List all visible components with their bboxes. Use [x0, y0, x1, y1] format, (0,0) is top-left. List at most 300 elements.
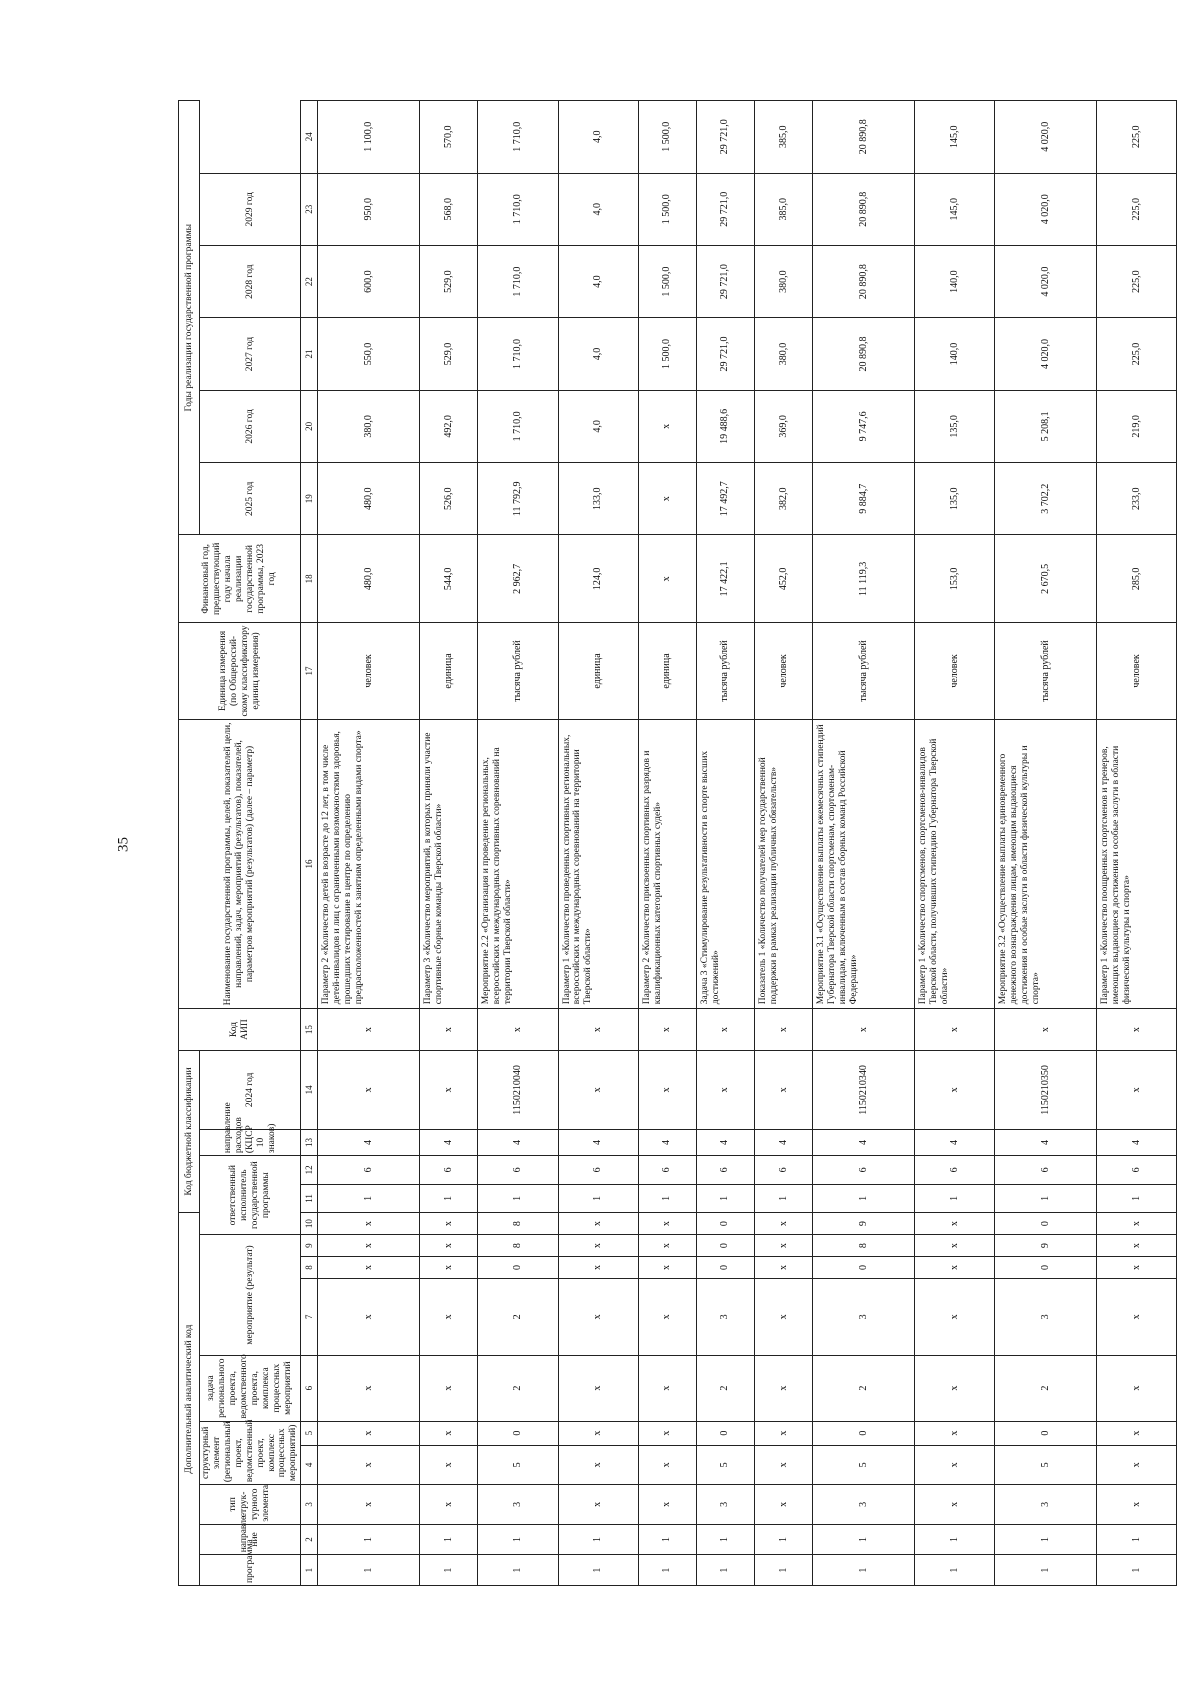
value-cell: 526,0 — [420, 463, 478, 535]
value-cell: 382,0 — [754, 463, 812, 535]
code-cell: x — [638, 1278, 696, 1355]
header-fin-prev: Финансовый год, предшествующий году начала реализации государственной программы, 2023 год — [179, 535, 301, 623]
value-cell: 140,0 — [914, 318, 994, 390]
code-cell: 1 — [318, 1524, 420, 1555]
code-cell: x — [1097, 1009, 1177, 1051]
header-task: задача регионального проекта, ведомственного проекта, комплекса процессных мероприятий — [200, 1355, 301, 1421]
code-cell: x — [914, 1257, 994, 1279]
value-cell: 233,0 — [1097, 463, 1177, 535]
code-cell: 6 — [812, 1156, 914, 1185]
value-cell: 29 721,0 — [696, 101, 754, 174]
code-cell: 4 — [478, 1129, 558, 1155]
value-cell: 135,0 — [914, 390, 994, 462]
column-number: 6 — [301, 1355, 318, 1421]
code-cell: x — [638, 1213, 696, 1235]
column-number: 12 — [301, 1156, 318, 1185]
code-cell: 0 — [696, 1421, 754, 1445]
row-unit: человек — [914, 623, 994, 720]
code-cell: x — [754, 1009, 812, 1051]
code-cell: 6 — [420, 1156, 478, 1185]
code-cell: x — [638, 1421, 696, 1445]
code-cell: x — [638, 1355, 696, 1421]
code-cell: 3 — [696, 1278, 754, 1355]
column-number: 13 — [301, 1129, 318, 1155]
column-number: 16 — [301, 719, 318, 1009]
value-cell: 950,0 — [318, 173, 420, 245]
value-cell: 225,0 — [1097, 101, 1177, 174]
column-number: 17 — [301, 623, 318, 720]
value-cell: 2 962,7 — [478, 535, 558, 623]
value-cell: 1 500,0 — [638, 318, 696, 390]
code-cell: 1 — [638, 1524, 696, 1555]
code-cell: x — [558, 1213, 638, 1235]
table-row — [696, 101, 754, 1586]
code-cell: x — [1097, 1445, 1177, 1484]
code-cell: 1 — [1097, 1524, 1177, 1555]
code-cell: x — [914, 1213, 994, 1235]
value-cell: 4,0 — [558, 245, 638, 317]
code-cell: x — [318, 1235, 420, 1257]
code-cell: 0 — [696, 1257, 754, 1279]
code-cell: x — [420, 1213, 478, 1235]
code-cell: x — [558, 1009, 638, 1051]
code-cell: x — [318, 1485, 420, 1524]
value-cell: 1 710,0 — [478, 390, 558, 462]
code-cell: 1 — [638, 1555, 696, 1586]
code-cell: 0 — [696, 1235, 754, 1257]
code-cell: x — [1097, 1278, 1177, 1355]
value-cell: 124,0 — [558, 535, 638, 623]
row-name: Параметр 3 «Количество мероприятий, в которых приняли участие спортивные сборные команды Тверской области» — [420, 719, 478, 1009]
value-cell: 380,0 — [318, 390, 420, 462]
code-cell: 2 — [812, 1355, 914, 1421]
code-cell: x — [558, 1445, 638, 1484]
value-cell: 135,0 — [914, 463, 994, 535]
code-cell: x — [420, 1050, 478, 1129]
column-number: 2 — [301, 1524, 318, 1555]
header-direction: направле-ние — [200, 1524, 301, 1555]
table-body — [318, 101, 1177, 1586]
value-cell: 480,0 — [318, 463, 420, 535]
value-cell: 145,0 — [914, 173, 994, 245]
code-cell: x — [420, 1235, 478, 1257]
code-cell: 1 — [995, 1524, 1097, 1555]
header-year-2026: 2026 год — [200, 390, 301, 462]
code-cell: x — [914, 1009, 994, 1051]
code-cell: 3 — [812, 1485, 914, 1524]
header-year-2029: 2029 год — [200, 173, 301, 245]
value-cell: 380,0 — [754, 318, 812, 390]
row-unit: единица — [558, 623, 638, 720]
rotated-table-wrapper — [178, 100, 1142, 1586]
value-cell: 1 710,0 — [478, 101, 558, 174]
code-cell: x — [1097, 1485, 1177, 1524]
code-cell: 1 — [696, 1524, 754, 1555]
code-cell: 6 — [558, 1156, 638, 1185]
code-cell: x — [638, 1257, 696, 1279]
code-cell: x — [995, 1009, 1097, 1051]
column-number: 8 — [301, 1257, 318, 1279]
table-row — [318, 101, 420, 1586]
program-table — [178, 100, 1177, 1586]
column-number: 19 — [301, 463, 318, 535]
code-cell: 6 — [914, 1156, 994, 1185]
code-cell: 4 — [995, 1129, 1097, 1155]
code-cell: 1 — [420, 1555, 478, 1586]
code-cell: x — [914, 1278, 994, 1355]
value-cell: 570,0 — [420, 101, 478, 174]
code-cell: x — [638, 1009, 696, 1051]
value-cell: 492,0 — [420, 390, 478, 462]
value-cell: 4 020,0 — [995, 173, 1097, 245]
code-cell: 1 — [558, 1555, 638, 1586]
row-unit: тысяча рублей — [812, 623, 914, 720]
code-cell: 0 — [812, 1421, 914, 1445]
column-number: 5 — [301, 1421, 318, 1445]
code-cell: 0 — [696, 1213, 754, 1235]
code-cell: 1 — [420, 1184, 478, 1213]
code-cell: x — [318, 1278, 420, 1355]
code-cell: x — [1097, 1257, 1177, 1279]
value-cell: 529,0 — [420, 245, 478, 317]
code-cell: 5 — [696, 1445, 754, 1484]
code-cell: x — [420, 1355, 478, 1421]
value-cell: 19 488,6 — [696, 390, 754, 462]
code-cell: x — [318, 1213, 420, 1235]
header-dop-code: Дополнительный аналитический код — [179, 1213, 200, 1586]
code-cell: x — [754, 1445, 812, 1484]
code-cell: x — [914, 1421, 994, 1445]
column-number: 24 — [301, 101, 318, 174]
value-cell: 529,0 — [420, 318, 478, 390]
code-cell: 4 — [914, 1129, 994, 1155]
value-cell: 544,0 — [420, 535, 478, 623]
code-cell: 0 — [478, 1421, 558, 1445]
value-cell: 145,0 — [914, 101, 994, 174]
header-name: Наименование государственной программы, целей, показателей цели, направлений, задач, мероприятий (результатов), показателей, параметров мероприятий (результатов) (далее – параметр) — [179, 719, 301, 1009]
value-cell: 385,0 — [754, 101, 812, 174]
code-cell: 4 — [638, 1129, 696, 1155]
code-cell: 6 — [318, 1156, 420, 1185]
code-cell: 5 — [995, 1445, 1097, 1484]
header-unit: Единица измерения (по Общероссий-скому классификатору единиц измерения) — [179, 623, 301, 720]
value-cell: 4,0 — [558, 318, 638, 390]
value-cell: 1 500,0 — [638, 173, 696, 245]
code-cell: x — [318, 1257, 420, 1279]
value-cell: 1 710,0 — [478, 318, 558, 390]
column-number: 20 — [301, 390, 318, 462]
value-cell: 140,0 — [914, 245, 994, 317]
code-cell: x — [1097, 1421, 1177, 1445]
code-cell: 1 — [914, 1524, 994, 1555]
column-number: 10 — [301, 1213, 318, 1235]
value-cell: 550,0 — [318, 318, 420, 390]
code-cell: 6 — [995, 1156, 1097, 1185]
code-cell: x — [558, 1050, 638, 1129]
value-cell: 225,0 — [1097, 173, 1177, 245]
value-cell: 285,0 — [1097, 535, 1177, 623]
row-name: Мероприятие 2.2 «Организация и проведение региональных, всероссийских и международных спортивных соревнований на территории Тверской области» — [478, 719, 558, 1009]
code-cell: 2 — [478, 1278, 558, 1355]
code-cell: x — [1097, 1213, 1177, 1235]
table-row — [1097, 101, 1177, 1586]
code-cell: x — [420, 1445, 478, 1484]
value-cell: x — [638, 535, 696, 623]
row-unit: единица — [638, 623, 696, 720]
code-cell: x — [478, 1009, 558, 1051]
code-cell: 1 — [558, 1524, 638, 1555]
code-cell: x — [318, 1421, 420, 1445]
code-cell: 1 — [1097, 1555, 1177, 1586]
value-cell: 20 890,8 — [812, 173, 914, 245]
code-cell: x — [558, 1235, 638, 1257]
value-cell: 4,0 — [558, 390, 638, 462]
code-cell: x — [1097, 1050, 1177, 1129]
code-cell: x — [318, 1050, 420, 1129]
value-cell: 29 721,0 — [696, 318, 754, 390]
code-cell: x — [914, 1445, 994, 1484]
column-number: 14 — [301, 1050, 318, 1129]
code-cell: x — [420, 1009, 478, 1051]
value-cell: 225,0 — [1097, 245, 1177, 317]
value-cell: 4 020,0 — [995, 245, 1097, 317]
header-event: мероприятие (результат) — [200, 1235, 301, 1356]
code-cell: 2 — [995, 1355, 1097, 1421]
header-budget-code: Код бюджетной классификации — [179, 1050, 200, 1212]
row-name: Параметр 1 «Количество поощренных спортсменов и тренеров, имеющих выдающиеся достижения и особые заслуги в области физической культуры и спорта» — [1097, 719, 1177, 1009]
code-cell: 6 — [754, 1156, 812, 1185]
code-cell: x — [318, 1009, 420, 1051]
code-cell: 4 — [420, 1129, 478, 1155]
value-cell: 3 702,2 — [995, 463, 1097, 535]
code-cell: x — [1097, 1235, 1177, 1257]
code-cell: 9 — [812, 1213, 914, 1235]
value-cell: 9 884,7 — [812, 463, 914, 535]
code-cell: 0 — [995, 1257, 1097, 1279]
code-cell: 1 — [914, 1555, 994, 1586]
table-row — [812, 101, 914, 1586]
header-program: программа — [200, 1555, 301, 1586]
code-cell: x — [638, 1445, 696, 1484]
code-cell: 1 — [754, 1555, 812, 1586]
table-row — [478, 101, 558, 1586]
code-cell: x — [420, 1485, 478, 1524]
code-cell: x — [914, 1355, 994, 1421]
row-name: Параметр 1 «Количество проведенных спортивных региональных, всероссийских и международных соревнований на территории Тверской области» — [558, 719, 638, 1009]
code-cell: 1150210350 — [995, 1050, 1097, 1129]
code-cell: x — [420, 1421, 478, 1445]
column-number: 23 — [301, 173, 318, 245]
code-cell: x — [754, 1485, 812, 1524]
code-cell: 1 — [478, 1555, 558, 1586]
value-cell: 385,0 — [754, 173, 812, 245]
code-cell: 2 — [696, 1355, 754, 1421]
code-cell: x — [914, 1235, 994, 1257]
code-cell: 0 — [995, 1213, 1097, 1235]
code-cell: 8 — [478, 1213, 558, 1235]
row-unit: единица — [420, 623, 478, 720]
page-number: 35 — [115, 837, 132, 852]
value-cell: 5 208,1 — [995, 390, 1097, 462]
header-executor: ответственный исполнитель государственной программы — [200, 1156, 301, 1235]
code-cell: 1 — [318, 1555, 420, 1586]
code-cell: 1 — [754, 1524, 812, 1555]
code-cell: 4 — [754, 1129, 812, 1155]
value-cell: 11 119,3 — [812, 535, 914, 623]
code-cell: x — [558, 1355, 638, 1421]
row-name: Показатель 1 «Количество получателей мер государственной поддержки в рамках реализации публичных обязательств» — [754, 719, 812, 1009]
code-cell: 1 — [638, 1184, 696, 1213]
table-row — [420, 101, 478, 1586]
value-cell: 369,0 — [754, 390, 812, 462]
column-number: 15 — [301, 1009, 318, 1051]
column-number: 22 — [301, 245, 318, 317]
row-unit: тысяча рублей — [478, 623, 558, 720]
row-unit: человек — [1097, 623, 1177, 720]
value-cell: 452,0 — [754, 535, 812, 623]
code-cell: 1 — [754, 1184, 812, 1213]
value-cell: 4,0 — [558, 101, 638, 174]
value-cell: 20 890,8 — [812, 101, 914, 174]
code-cell: x — [558, 1278, 638, 1355]
table-row — [914, 101, 994, 1586]
code-cell: 5 — [812, 1445, 914, 1484]
code-cell: x — [696, 1009, 754, 1051]
code-cell: 1150210340 — [812, 1050, 914, 1129]
row-name: Параметр 1 «Количество спортсменов, спортсменов-инвалидов Тверской области, получивших стипендию Губернатора Тверской области» — [914, 719, 994, 1009]
code-cell: x — [1097, 1355, 1177, 1421]
code-cell: 6 — [638, 1156, 696, 1185]
value-cell: 600,0 — [318, 245, 420, 317]
value-cell: 153,0 — [914, 535, 994, 623]
value-cell: 4,0 — [558, 173, 638, 245]
code-cell: x — [318, 1355, 420, 1421]
code-cell: x — [914, 1050, 994, 1129]
header-expense: направление расходов (КЦСР 10 знаков) — [200, 1129, 301, 1155]
value-cell: 9 747,6 — [812, 390, 914, 462]
code-cell: x — [638, 1485, 696, 1524]
code-cell: 1 — [1097, 1184, 1177, 1213]
header-struct-type: тип струк-турного элемента — [200, 1485, 301, 1524]
row-name: Задача 3 «Стимулирование результативности в спорте высших достижений» — [696, 719, 754, 1009]
code-cell: 0 — [478, 1257, 558, 1279]
code-cell: x — [638, 1050, 696, 1129]
code-cell: 1 — [995, 1184, 1097, 1213]
code-cell: 1 — [558, 1184, 638, 1213]
code-cell: 3 — [478, 1485, 558, 1524]
code-cell: 1 — [318, 1184, 420, 1213]
code-cell: 3 — [995, 1485, 1097, 1524]
code-cell: x — [696, 1050, 754, 1129]
header-year-2027: 2027 год — [200, 318, 301, 390]
code-cell: x — [754, 1235, 812, 1257]
code-cell: 4 — [558, 1129, 638, 1155]
value-cell: 20 890,8 — [812, 318, 914, 390]
value-cell: 1 500,0 — [638, 101, 696, 174]
header-years-title: Годы реализации государственной программы — [179, 101, 200, 535]
code-cell: 4 — [318, 1129, 420, 1155]
code-cell: 9 — [995, 1235, 1097, 1257]
code-cell: 1 — [696, 1555, 754, 1586]
code-cell: 1 — [812, 1555, 914, 1586]
code-cell: x — [754, 1050, 812, 1129]
value-cell: x — [638, 463, 696, 535]
value-cell: 1 100,0 — [318, 101, 420, 174]
code-cell: x — [754, 1355, 812, 1421]
value-cell: x — [638, 390, 696, 462]
value-cell: 133,0 — [558, 463, 638, 535]
code-cell: x — [754, 1278, 812, 1355]
code-cell: 1 — [914, 1184, 994, 1213]
code-cell: x — [318, 1445, 420, 1484]
code-cell: 1150210040 — [478, 1050, 558, 1129]
row-unit: человек — [318, 623, 420, 720]
header-year-2028: 2028 год — [200, 245, 301, 317]
code-cell: 1 — [812, 1524, 914, 1555]
value-cell: 480,0 — [318, 535, 420, 623]
code-cell: 8 — [478, 1235, 558, 1257]
code-cell: 4 — [812, 1129, 914, 1155]
code-cell: 4 — [1097, 1129, 1177, 1155]
value-cell: 11 792,9 — [478, 463, 558, 535]
column-number: 3 — [301, 1485, 318, 1524]
row-name: Мероприятие 3.1 «Осуществление выплаты ежемесячных стипендий Губернатора Тверской области спортсменам, спортсменам-инвалидам, включенным в состав сборных команд Российской Федерации» — [812, 719, 914, 1009]
value-cell: 4 020,0 — [995, 318, 1097, 390]
column-number: 18 — [301, 535, 318, 623]
code-cell: x — [914, 1485, 994, 1524]
code-cell: 1 — [478, 1184, 558, 1213]
code-cell: 1 — [812, 1184, 914, 1213]
code-cell: 1 — [696, 1184, 754, 1213]
column-number: 21 — [301, 318, 318, 390]
code-cell: 0 — [812, 1257, 914, 1279]
value-cell: 219,0 — [1097, 390, 1177, 462]
value-cell: 1 710,0 — [478, 173, 558, 245]
code-cell: x — [812, 1009, 914, 1051]
table-row — [558, 101, 638, 1586]
code-cell: 6 — [1097, 1156, 1177, 1185]
code-cell: x — [558, 1421, 638, 1445]
code-cell: x — [420, 1278, 478, 1355]
table-row — [754, 101, 812, 1586]
value-cell: 17 492,7 — [696, 463, 754, 535]
row-name: Мероприятие 3.2 «Осуществление выплаты единовременного денежного вознаграждения лицам, имеющим выдающиеся достижения и особые заслуги в области физической культуры и спорта» — [995, 719, 1097, 1009]
code-cell: 4 — [696, 1129, 754, 1155]
code-cell: 0 — [995, 1421, 1097, 1445]
code-cell: 3 — [812, 1278, 914, 1355]
code-cell: x — [420, 1257, 478, 1279]
code-cell: 3 — [995, 1278, 1097, 1355]
value-cell: 4 020,0 — [995, 101, 1097, 174]
value-cell: 29 721,0 — [696, 173, 754, 245]
code-cell: 6 — [478, 1156, 558, 1185]
code-cell: 3 — [696, 1485, 754, 1524]
value-cell: 20 890,8 — [812, 245, 914, 317]
value-cell: 29 721,0 — [696, 245, 754, 317]
header-aip-code: Код АИП — [179, 1009, 301, 1051]
table-row — [638, 101, 696, 1586]
code-cell: x — [754, 1213, 812, 1235]
header-year-2024: 2024 год — [200, 1050, 301, 1129]
row-name: Параметр 2 «Количество детей в возрасте до 12 лет, в том числе детей-инвалидов и лиц с ограниченными возможностями здоровья, прошедших тестирование в центре по определению предрасположенностей к занятиям определенными видами спорта» — [318, 719, 420, 1009]
row-unit: тысяча рублей — [995, 623, 1097, 720]
column-number: 9 — [301, 1235, 318, 1257]
column-number: 4 — [301, 1445, 318, 1484]
table-row — [995, 101, 1097, 1586]
code-cell: x — [638, 1235, 696, 1257]
value-cell: 17 422,1 — [696, 535, 754, 623]
code-cell: 1 — [995, 1555, 1097, 1586]
